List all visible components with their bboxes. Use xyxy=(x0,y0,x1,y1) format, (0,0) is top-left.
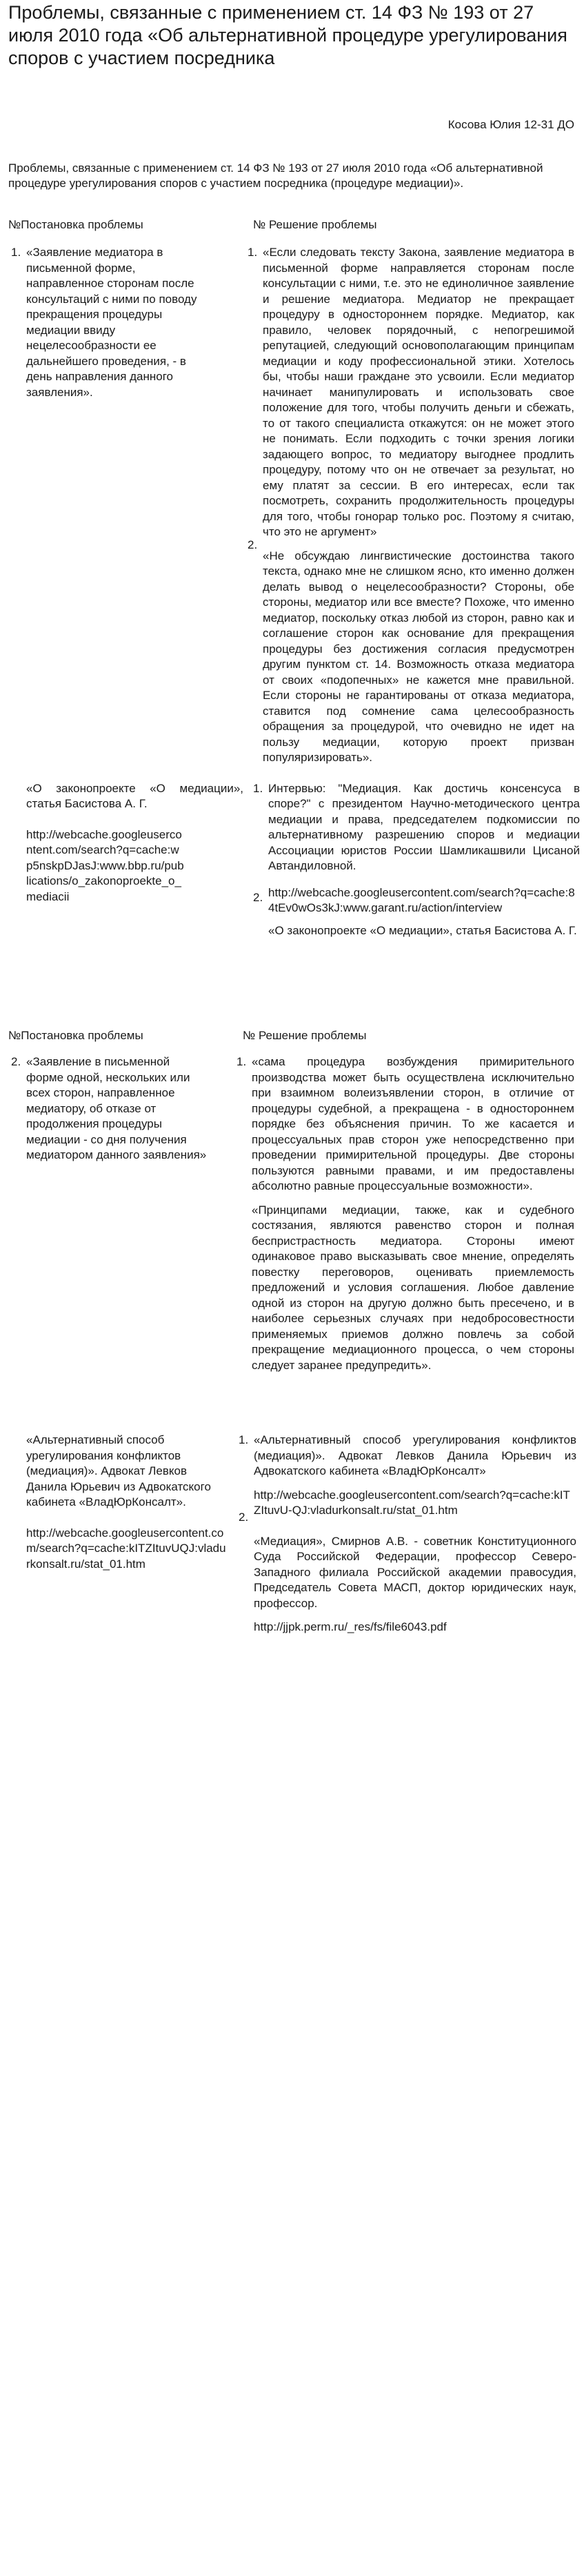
source-citation: «Альтернативный способ урегулирования конфликтов (медиация)». Адвокат Левков Данила Юрьевич из Адвокатского кабинета «ВладЮрКонсалт». xyxy=(26,1433,211,1508)
problem-cell xyxy=(8,245,248,766)
bottom-spacer xyxy=(8,1635,574,1663)
solution-paragraph-1: «сама процедура возбуждения примирительного производства может быть осуществлена исключительно при взаимном волеизъявлении сторон, в отличие от процедуры судебной, а прекращена - в одностороннем порядке без объяснения причин. То же касается и процессуальных прав сторон уже непосредственно при проведении примирительной процедуры. Две стороны пользуются равными правами, и им предоставлены абсолютно равные процессуальные возможности». xyxy=(252,1055,574,1192)
source-solution-cell xyxy=(253,781,580,939)
solution-paragraph-2: «Принципами медиации, также, как и судебного состязания, являются равенство сторон и полная беспристрастность медиатора. Стороны имеют одинаковое право высказывать свое мнение, определять повестку переговоров, оценивать приемлемость предложений и условия соглашения. Любое давление одной из сторон на другую должно быть пресечено, и в наиболее серьезных случаях при недобросовестности применяемых приемов должно повлечь за собой прекращение медиационного процесса, о чем стороны следует заранее предупредить». xyxy=(252,1203,574,1372)
source-link-1[interactable]: http://webcache.googleusercontent.com/search?q=cache:kITZItuvU-QJ:vladurkonsalt.ru/stat_01.htm xyxy=(254,1488,570,1517)
problem-column-header: №Постановка проблемы xyxy=(8,1029,143,1042)
source-number-2: 2. xyxy=(253,890,263,904)
article-citation: «О законопроекте «О медиации», статья Басистова А. Г. xyxy=(268,923,577,937)
section-1 xyxy=(8,217,580,938)
solution-cell xyxy=(248,245,574,766)
solution-column-header: № Решение проблемы xyxy=(243,1029,367,1042)
source-number-1: 1. xyxy=(253,781,263,795)
section-1-row-2 xyxy=(8,781,580,939)
solution-paragraph-1: «Если следовать тексту Закона, заявление медиатора в письменной форме направляется сторонам после консультации с ними, т.е. это не единоличное заявление и решение медиатора. Медиатор не прекращает процедуру в одностороннем порядке. Медиатор, как правило, человек порядочный, с непогрешимой репутацией, следующий основополагающим принципам медиации и коду профессиональной этики. Хотелось бы, чтобы наши граждане это усвоили. Если медиатор начинает манипулировать и использовать свое положение для того, чтобы получить деньги и сбежать, то от такого специалиста откажутся: он не может этого не понимать. Если подходить с точки зрения логики задающего вопрос, то медиатору выгоднее продлить процедуру, потому что он не отвечает за результат, но ему платят за сессии. В его интересах, если так посмотреть, сохранить продолжительность процедуры для того, чтобы гонорар только рос. Поэтому я считаю, что это не аргумент» xyxy=(263,246,574,538)
section-2-row-2 xyxy=(8,1433,574,1635)
source-link[interactable]: http://webcache.googleusercontent.com/search?q=cache:wp5nskpDJasJ:www.bbp.ru/publications/o_zakonoproekte_o_mediacii xyxy=(26,827,184,903)
solution-number-1: 1. xyxy=(248,246,258,259)
problem-column-header: №Постановка проблемы xyxy=(8,218,143,231)
solution-text-block xyxy=(252,1054,574,1373)
section-2-header xyxy=(8,1028,574,1043)
solution-numbers xyxy=(248,245,263,766)
source-paragraph-2: «Медиация», Смирнов А.В. - советник Конституционного Суда Российской Федерации, профессор Северо-Западного филиала Российской академии правосудия, Председатель Совета МАСП, доктор юридических наук, профессор. xyxy=(254,1534,576,1610)
source-cell xyxy=(8,781,253,939)
problem-text: «Заявление медиатора в письменной форме, направленное сторонам после консультаций с ними по поводу прекращения процедуры медиации ввиду нецелесообразности ее дальнейшего проведения, - в день направления данного заявления». xyxy=(26,246,197,399)
source-text-block xyxy=(254,1433,576,1635)
source-paragraph-1: «Альтернативный способ урегулирования конфликтов (медиация)». Адвокат Левков Данила Юрьевич из Адвокатского кабинета «ВладЮрКонсалт» xyxy=(254,1433,576,1477)
section-1-header xyxy=(8,217,574,233)
problem-number: 1. xyxy=(11,246,21,259)
problem-text: «Заявление в письменной форме одной, нескольких или всех сторон, направленное медиатору, об отказе от продолжения процедуры медиации - со дня получения медиатором данного заявления» xyxy=(26,1055,207,1161)
source-link-2[interactable]: http://jjpk.perm.ru/_res/fs/file6043.pdf xyxy=(254,1620,447,1633)
solution-number-2: 2. xyxy=(248,538,258,551)
solution-paragraph-2: «Не обсуждаю лингвистические достоинства такого текста, однако мне не слишком ясно, кто именно должен делать вывод о нецелесообразности? Стороны, обе стороны, медиатор или все вместе? Похоже, что именно медиатор, поскольку отказ любой из сторон, равно как и соглашение сторон как основание для прекращения процедуры без достижения согласия предусмотрен другим пунктом ст. 14. Возможность отказа медиатора от своих «подопечных» не кажется мне правильной. Если стороны не гарантированы от отказа медиатора, ставится под сомнение сама целесообразность обращения за процедурой, что очевидно не идет на пользу медиации, которую проект призван популяризировать». xyxy=(263,549,574,764)
source-solution-cell xyxy=(239,1433,576,1635)
source-numbers xyxy=(239,1433,254,1635)
section-1-row-1 xyxy=(8,245,574,766)
source-citation: «О законопроекте «О медиации», статья Басистова А. Г. xyxy=(26,781,243,810)
solution-number: 1. xyxy=(236,1055,247,1068)
source-numbers xyxy=(253,781,268,939)
interview-link[interactable]: http://webcache.googleusercontent.com/search?q=cache:84tEv0wOs3kJ:www.garant.ru/action/interview xyxy=(268,885,575,914)
solution-column-header: № Решение проблемы xyxy=(253,218,377,231)
document-title: Проблемы, связанные с применением ст. 14 ФЗ № 193 от 27 июля 2010 года «Об альтернативной процедуре урегулирования споров с участием посредника xyxy=(8,2,567,68)
source-link[interactable]: http://webcache.googleusercontent.com/search?q=cache:kITZItuvUQJ:vladurkonsalt.ru/stat_01.htm xyxy=(26,1526,226,1571)
source-cell xyxy=(8,1433,239,1635)
section-2 xyxy=(8,1028,574,1635)
intro-paragraph: Проблемы, связанные с применением ст. 14 ФЗ № 193 от 27 июля 2010 года «Об альтернативной процедуре урегулирования споров с участием посредника (процедуре медиации)». xyxy=(8,161,543,190)
solution-text-block xyxy=(263,245,574,766)
interview-text: Интервью: "Медиация. Как достичь консенсуса в споре?" с президентом Научно-методического центра медиации и права, председателем подкомиссии по альтернативному разрешению споров и медиации Ассоциации юристов России Шамликашвили Цисаной Автандиловной. xyxy=(268,781,580,872)
source-text-block xyxy=(268,781,580,939)
author-line: Косова Юлия 12-31 ДО xyxy=(447,118,574,131)
solution-cell xyxy=(236,1054,574,1373)
problem-cell xyxy=(8,1054,236,1373)
source-number-2: 2. xyxy=(239,1511,249,1524)
source-number-1: 1. xyxy=(239,1433,249,1446)
section-2-row-1 xyxy=(8,1054,574,1373)
problem-number: 2. xyxy=(11,1055,21,1068)
